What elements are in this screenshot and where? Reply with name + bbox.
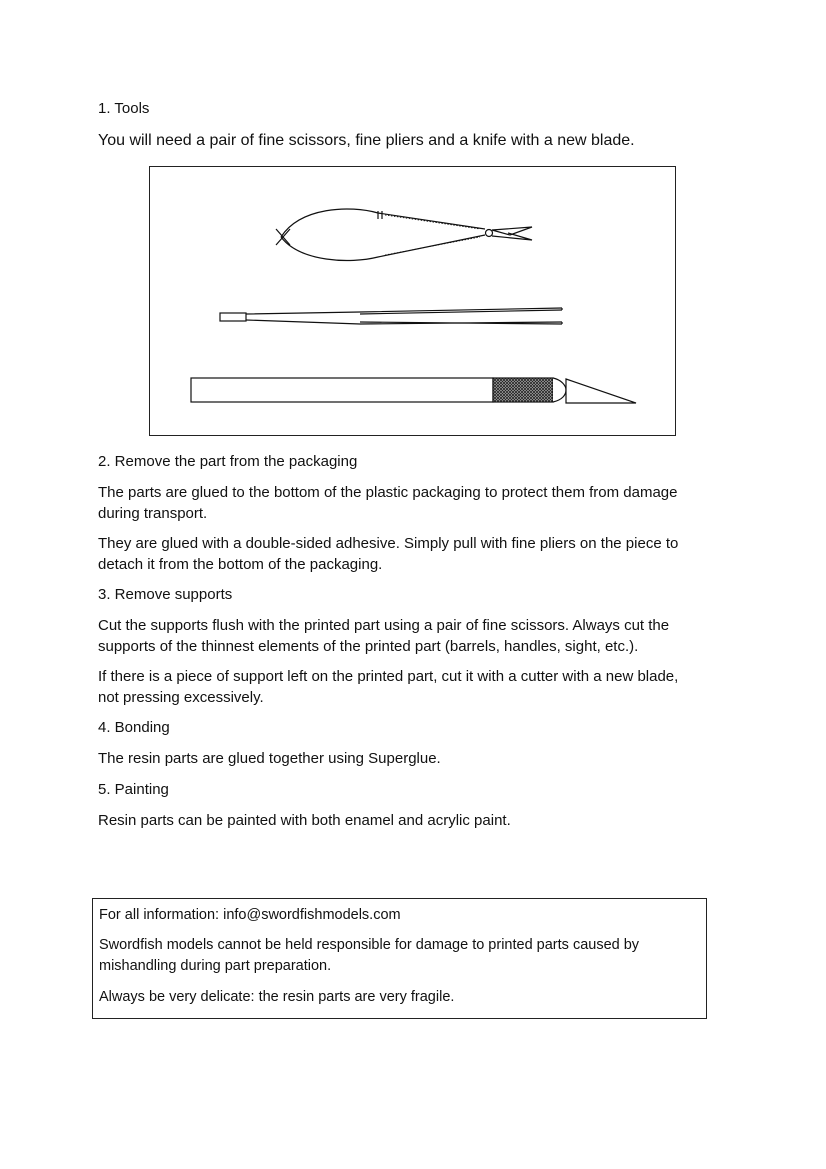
scissors-icon	[276, 209, 532, 261]
section-heading-bonding: 4. Bonding	[98, 719, 170, 736]
text-line: If there is a piece of support left on the printed part, cut it with a cutter with a new blade,	[98, 668, 679, 685]
packaging-paragraph-1	[98, 483, 678, 524]
supports-paragraph-2	[98, 667, 678, 708]
text-line: not pressing excessively.	[98, 688, 264, 706]
section-heading-painting: 5. Painting	[98, 781, 169, 798]
painting-paragraph: Resin parts can be painted with both enamel and acrylic paint.	[98, 812, 511, 829]
text-line: during transport.	[98, 504, 208, 522]
text-line: Cut the supports flush with the printed part using a pair of fine scissors. Always cut the	[98, 617, 670, 634]
tools-paragraph: You will need a pair of fine scissors, fine pliers and a knife with a new blade.	[98, 132, 635, 149]
tweezers-icon	[220, 308, 562, 324]
text-line: They are glued with a double-sided adhesive. Simply pull with fine pliers on the piece to	[98, 535, 679, 552]
text-line: mishandling during part preparation.	[99, 957, 332, 974]
bonding-paragraph: The resin parts are glued together using Superglue.	[98, 750, 441, 767]
section-heading-tools: 1. Tools	[98, 100, 150, 117]
tools-figure	[149, 166, 676, 436]
notice-box	[92, 898, 707, 1019]
text-line: detach it from the bottom of the packaging.	[98, 555, 383, 573]
section-heading-remove-supports: 3. Remove supports	[98, 586, 233, 603]
packaging-paragraph-2	[98, 534, 678, 575]
text-line: supports of the thinnest elements of the printed part (barrels, handles, sight, etc.).	[98, 637, 639, 655]
hobby-knife-icon	[191, 378, 636, 403]
supports-paragraph-1	[98, 616, 669, 657]
text-line: Swordfish models cannot be held responsible for damage to printed parts caused by	[99, 937, 640, 953]
text-line: The parts are glued to the bottom of the plastic packaging to protect them from damage	[98, 484, 678, 501]
disclaimer	[99, 935, 639, 976]
fragility-warning: Always be very delicate: the resin parts are very fragile.	[99, 989, 455, 1005]
contact-info: For all information: info@swordfishmodels.com	[99, 907, 401, 923]
section-heading-remove-part: 2. Remove the part from the packaging	[98, 453, 358, 470]
